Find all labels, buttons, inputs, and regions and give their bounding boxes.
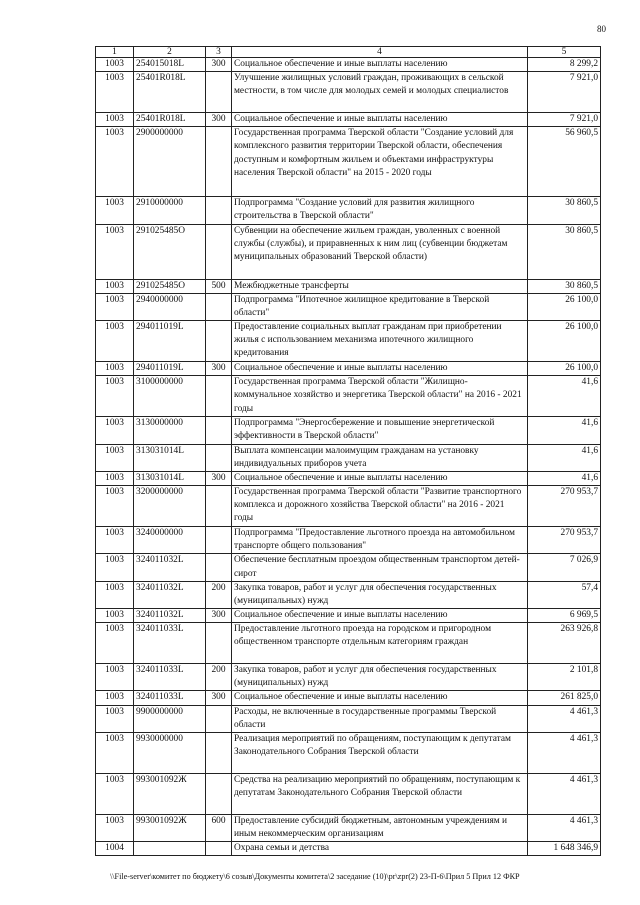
cell-target-code: 993001092Ж <box>134 773 206 814</box>
header-col-3: 3 <box>206 47 232 58</box>
table-row <box>96 705 601 732</box>
table-row <box>96 486 601 527</box>
cell-target-code: 291025485О <box>134 224 206 279</box>
cell-name: Социальное обеспечение и иные выплаты населению <box>232 608 528 622</box>
cell-expense-type <box>206 376 232 417</box>
cell-name: Реализация мероприятий по обращениям, поступающим к депутатам Законодательного Собрания Тверской области <box>232 732 528 773</box>
cell-section: 1003 <box>96 321 134 362</box>
cell-section: 1003 <box>96 279 134 293</box>
cell-name: Предоставление льготного проезда на городском и пригородном общественном транспорте отдельным категориям граждан <box>232 623 528 664</box>
table-row <box>96 224 601 279</box>
cell-expense-type: 200 <box>206 581 232 608</box>
cell-expense-type <box>206 705 232 732</box>
cell-section: 1003 <box>96 197 134 224</box>
cell-expense-type <box>206 527 232 554</box>
table-row <box>96 581 601 608</box>
cell-name: Подпрограмма "Создание условий для развития жилищного строительства в Тверской области" <box>232 197 528 224</box>
cell-amount: 1 648 346,9 <box>528 842 601 856</box>
cell-name: Социальное обеспечение и иные выплаты населению <box>232 362 528 376</box>
cell-expense-type: 300 <box>206 471 232 485</box>
table-row <box>96 814 601 841</box>
cell-section: 1003 <box>96 691 134 705</box>
cell-amount: 4 461,3 <box>528 814 601 841</box>
cell-target-code: 3200000000 <box>134 486 206 527</box>
cell-target-code: 324011033L <box>134 664 206 691</box>
cell-expense-type <box>206 842 232 856</box>
table-row <box>96 279 601 293</box>
cell-expense-type <box>206 444 232 471</box>
cell-target-code: 2900000000 <box>134 127 206 197</box>
header-row <box>96 47 601 58</box>
cell-target-code: 254015018L <box>134 58 206 72</box>
cell-amount: 270 953,7 <box>528 486 601 527</box>
cell-amount: 56 960,5 <box>528 127 601 197</box>
cell-amount: 4 461,3 <box>528 773 601 814</box>
table-row <box>96 527 601 554</box>
cell-section: 1003 <box>96 471 134 485</box>
cell-section: 1003 <box>96 664 134 691</box>
table-row <box>96 417 601 444</box>
table-row <box>96 471 601 485</box>
file-path-footer: \\File-server\комитет по бюджету\6 созыв\Документы комитета\2 заседание (10)\pr\zpr(2) 23-П-6\Прил 5 Прил 12 ФКР <box>110 872 520 881</box>
cell-name: Закупка товаров, работ и услуг для обеспечения государственных (муниципальных) нужд <box>232 581 528 608</box>
cell-amount: 7 921,0 <box>528 113 601 127</box>
cell-amount: 41,6 <box>528 471 601 485</box>
cell-expense-type <box>206 773 232 814</box>
cell-amount: 6 969,5 <box>528 608 601 622</box>
cell-name: Государственная программа Тверской области "Развитие транспортного комплекса и дорожного хозяйства Тверской области" на 2016 - 2021 годы <box>232 486 528 527</box>
cell-section: 1003 <box>96 486 134 527</box>
cell-target-code: 313031014L <box>134 444 206 471</box>
table-row <box>96 664 601 691</box>
cell-target-code: 25401R018L <box>134 113 206 127</box>
cell-expense-type: 300 <box>206 113 232 127</box>
cell-target-code: 324011032L <box>134 581 206 608</box>
cell-section: 1003 <box>96 814 134 841</box>
cell-amount: 26 100,0 <box>528 362 601 376</box>
cell-target-code: 291025485О <box>134 279 206 293</box>
cell-target-code: 294011019L <box>134 362 206 376</box>
table-row <box>96 554 601 581</box>
cell-expense-type: 300 <box>206 608 232 622</box>
cell-amount: 4 461,3 <box>528 705 601 732</box>
cell-amount: 8 299,2 <box>528 58 601 72</box>
cell-section: 1004 <box>96 842 134 856</box>
cell-expense-type <box>206 732 232 773</box>
cell-expense-type <box>206 321 232 362</box>
cell-target-code: 324011033L <box>134 691 206 705</box>
cell-amount: 7 026,9 <box>528 554 601 581</box>
table-row <box>96 773 601 814</box>
cell-amount: 4 461,3 <box>528 732 601 773</box>
cell-section: 1003 <box>96 417 134 444</box>
header-col-2: 2 <box>134 47 206 58</box>
cell-expense-type: 300 <box>206 58 232 72</box>
cell-name: Подпрограмма "Предоставление льготного проезда на автомобильном транспорте общего пользования" <box>232 527 528 554</box>
cell-section: 1003 <box>96 581 134 608</box>
cell-target-code: 2910000000 <box>134 197 206 224</box>
table-row <box>96 691 601 705</box>
cell-name: Социальное обеспечение и иные выплаты населению <box>232 58 528 72</box>
header-col-4: 4 <box>232 47 528 58</box>
cell-name: Закупка товаров, работ и услуг для обеспечения государственных (муниципальных) нужд <box>232 664 528 691</box>
cell-expense-type <box>206 224 232 279</box>
cell-target-code <box>134 842 206 856</box>
cell-amount: 26 100,0 <box>528 321 601 362</box>
table-row <box>96 623 601 664</box>
cell-amount: 7 921,0 <box>528 72 601 113</box>
cell-section: 1003 <box>96 773 134 814</box>
cell-target-code: 9900000000 <box>134 705 206 732</box>
cell-target-code: 9930000000 <box>134 732 206 773</box>
cell-name: Социальное обеспечение и иные выплаты населению <box>232 471 528 485</box>
cell-amount: 270 953,7 <box>528 527 601 554</box>
cell-section: 1003 <box>96 623 134 664</box>
cell-amount: 57,4 <box>528 581 601 608</box>
cell-name: Предоставление субсидий бюджетным, автономным учреждениям и иным некоммерческим организациям <box>232 814 528 841</box>
table-row <box>96 197 601 224</box>
cell-name: Обеспечение бесплатным проездом общественным транспортом детей-сирот <box>232 554 528 581</box>
header-col-1: 1 <box>96 47 134 58</box>
cell-amount: 41,6 <box>528 417 601 444</box>
page-number: 80 <box>597 24 606 34</box>
table-row <box>96 444 601 471</box>
cell-name: Государственная программа Тверской области "Жилищно-коммунальное хозяйство и энергетика Тверской области" на 2016 - 2021 годы <box>232 376 528 417</box>
header-col-5: 5 <box>528 47 601 58</box>
cell-section: 1003 <box>96 224 134 279</box>
table-row <box>96 376 601 417</box>
cell-target-code: 324011032L <box>134 554 206 581</box>
cell-section: 1003 <box>96 705 134 732</box>
cell-section: 1003 <box>96 527 134 554</box>
cell-target-code: 3130000000 <box>134 417 206 444</box>
cell-name: Государственная программа Тверской области "Создание условий для комплексного развития территории Тверской области, обеспечения доступным и комфортным жильем и объектами инфраструктуры населения Тверской области" на 2015 - 2020 годы <box>232 127 528 197</box>
cell-section: 1003 <box>96 72 134 113</box>
table-row <box>96 127 601 197</box>
table-row <box>96 58 601 72</box>
cell-name: Подпрограмма "Ипотечное жилищное кредитование в Тверской области" <box>232 293 528 320</box>
cell-expense-type <box>206 623 232 664</box>
table-row <box>96 113 601 127</box>
cell-name: Социальное обеспечение и иные выплаты населению <box>232 113 528 127</box>
cell-section: 1003 <box>96 608 134 622</box>
cell-name: Расходы, не включенные в государственные программы Тверской области <box>232 705 528 732</box>
cell-target-code: 993001092Ж <box>134 814 206 841</box>
cell-expense-type <box>206 293 232 320</box>
cell-name: Социальное обеспечение и иные выплаты населению <box>232 691 528 705</box>
cell-amount: 263 926,8 <box>528 623 601 664</box>
table-row <box>96 321 601 362</box>
cell-section: 1003 <box>96 554 134 581</box>
cell-section: 1003 <box>96 444 134 471</box>
cell-expense-type <box>206 554 232 581</box>
cell-expense-type: 500 <box>206 279 232 293</box>
table-row <box>96 732 601 773</box>
cell-amount: 30 860,5 <box>528 279 601 293</box>
cell-name: Предоставление социальных выплат гражданам при приобретении жилья с использованием механизма ипотечного жилищного кредитования <box>232 321 528 362</box>
cell-target-code: 324011033L <box>134 623 206 664</box>
cell-expense-type <box>206 486 232 527</box>
cell-amount: 41,6 <box>528 444 601 471</box>
table-row <box>96 608 601 622</box>
cell-section: 1003 <box>96 362 134 376</box>
cell-section: 1003 <box>96 732 134 773</box>
cell-target-code: 25401R018L <box>134 72 206 113</box>
cell-amount: 261 825,0 <box>528 691 601 705</box>
budget-table <box>95 46 601 856</box>
cell-expense-type <box>206 127 232 197</box>
cell-name: Выплата компенсации малоимущим гражданам на установку индивидуальных приборов учета <box>232 444 528 471</box>
cell-name: Субвенции на обеспечение жильем граждан, уволенных с военной службы (службы), и приравненных к ним лиц (субвенции бюджетам муниципальных образований Тверской области) <box>232 224 528 279</box>
cell-name: Межбюджетные трансферты <box>232 279 528 293</box>
cell-name: Охрана семьи и детства <box>232 842 528 856</box>
cell-expense-type <box>206 197 232 224</box>
cell-target-code: 294011019L <box>134 321 206 362</box>
cell-target-code: 324011032L <box>134 608 206 622</box>
cell-target-code: 3100000000 <box>134 376 206 417</box>
cell-expense-type <box>206 72 232 113</box>
cell-section: 1003 <box>96 127 134 197</box>
cell-name: Подпрограмма "Энергосбережение и повышение энергетической эффективности в Тверской области" <box>232 417 528 444</box>
cell-amount: 26 100,0 <box>528 293 601 320</box>
cell-section: 1003 <box>96 58 134 72</box>
cell-target-code: 2940000000 <box>134 293 206 320</box>
cell-expense-type: 600 <box>206 814 232 841</box>
cell-amount: 30 860,5 <box>528 197 601 224</box>
cell-section: 1003 <box>96 376 134 417</box>
cell-expense-type <box>206 417 232 444</box>
table-row <box>96 842 601 856</box>
table-row <box>96 293 601 320</box>
cell-name: Улучшение жилищных условий граждан, проживающих в сельской местности, в том числе для молодых семей и молодых специалистов <box>232 72 528 113</box>
cell-name: Средства на реализацию мероприятий по обращениям, поступающим к депутатам Законодательного Собрания Тверской области <box>232 773 528 814</box>
table-row <box>96 72 601 113</box>
cell-section: 1003 <box>96 113 134 127</box>
cell-amount: 30 860,5 <box>528 224 601 279</box>
cell-expense-type: 300 <box>206 362 232 376</box>
cell-target-code: 3240000000 <box>134 527 206 554</box>
cell-expense-type: 300 <box>206 691 232 705</box>
cell-target-code: 313031014L <box>134 471 206 485</box>
cell-section: 1003 <box>96 293 134 320</box>
cell-expense-type: 200 <box>206 664 232 691</box>
cell-amount: 2 101,8 <box>528 664 601 691</box>
table-row <box>96 362 601 376</box>
cell-amount: 41,6 <box>528 376 601 417</box>
